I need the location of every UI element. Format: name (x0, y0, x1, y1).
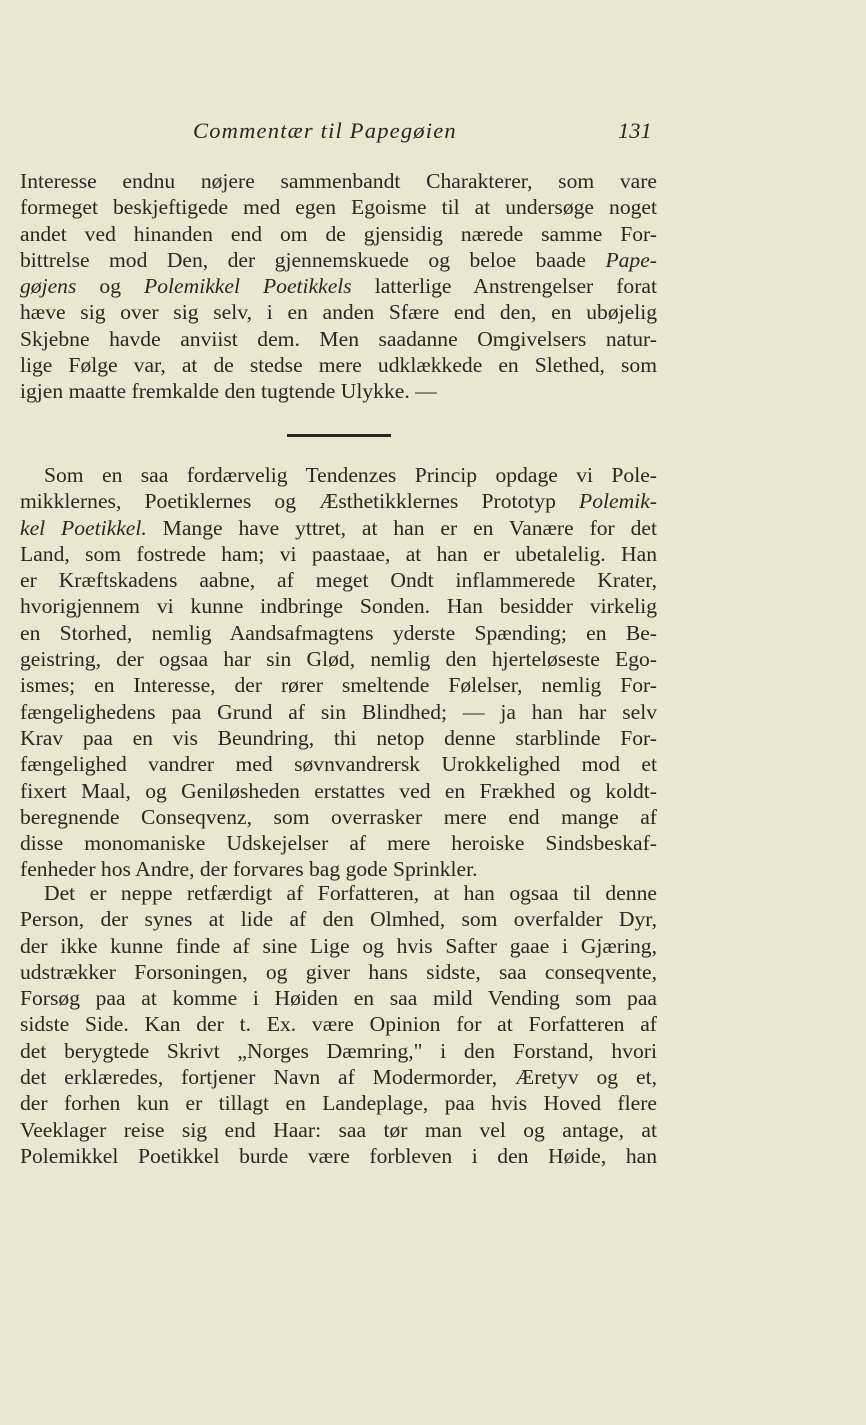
paragraph-1 (20, 168, 657, 405)
text-line: udstrækker Forsoningen, og giver hans sidste, saa conseqvente, (20, 959, 657, 984)
text-line: beregnende Conseqvenz, som overrasker mere end mange af (20, 804, 657, 829)
text-line: det erklæredes, fortjener Navn af Modermorder, Æretyv og et, (20, 1065, 657, 1090)
text-line: formeget beskjeftigede med egen Egoisme til at undersøge noget (20, 195, 657, 220)
text-line: der forhen kun er tillagt en Landeplage, paa hvis Hoved flere (20, 1091, 657, 1116)
running-title: Commentær til Papegøien (193, 118, 457, 143)
text-line: andet ved hinanden end om de gjensidig nærede samme For- (20, 221, 657, 246)
text-line: lige Følge var, at de stedse mere udklækkede en Slethed, som (20, 353, 657, 378)
page-number: 131 (618, 118, 652, 143)
text-line: hæve sig over sig selv, i en anden Sfære end den, en ubøjelig (20, 300, 657, 325)
text-line: der ikke kunne finde af sine Lige og hvis Safter gaae i Gjæring, (20, 933, 657, 958)
italic-term: Polemikkel Poetikkels (144, 274, 352, 299)
text-line: geistring, der ogsaa har sin Glød, nemlig den hjerteløseste Ego- (20, 647, 657, 672)
italic-term: Pape- (605, 247, 657, 272)
text-line: sidste Side. Kan der t. Ex. være Opinion for at Forfatteren af (20, 1012, 657, 1037)
text-line: Polemikkel Poetikkel burde være forbleven i den Høide, han (20, 1143, 657, 1168)
text-line: fængelighedens paa Grund af sin Blindhed; — ja han har selv (20, 699, 657, 724)
italic-term: kel Poetikkel. (20, 515, 147, 540)
text-line: mikklernes, Poetiklernes og Æsthetikklernes Prototyp Polemik- (20, 489, 657, 514)
text-line: Skjebne havde anviist dem. Men saadanne Omgivelsers natur- (20, 326, 657, 351)
text-line: fængelighed vandrer med søvnvandrersk Urokkelighed mod et (20, 752, 657, 777)
italic-term: gøjens (20, 274, 77, 299)
text-line: disse monomaniske Udskejelser af mere heroiske Sindsbeskaf- (20, 831, 657, 856)
text-line: Interesse endnu nøjere sammenbandt Charakterer, som vare (20, 169, 657, 193)
text-line: Det er neppe retfærdigt af Forfatteren, at han ogsaa til denne (44, 881, 657, 905)
text-line: bittrelse mod Den, der gjennemskuede og beloe baade Pape- (20, 247, 657, 272)
text-line: Veeklager reise sig end Haar: saa tør man vel og antage, at (20, 1117, 657, 1142)
text-line: hvorigjennem vi kunne indbringe Sonden. Han besidder virkelig (20, 594, 657, 619)
text-line: Krav paa en vis Beundring, thi netop denne starblinde For- (20, 725, 657, 750)
text-line: Som en saa fordærvelig Tendenzes Princip opdage vi Pole- (44, 463, 657, 487)
text-line: igjen maatte fremkalde den tugtende Ulykke. — (20, 379, 437, 404)
text-line: gøjens og Polemikkel Poetikkels latterlige Anstrengelser forat (20, 274, 657, 299)
text-line: kel Poetikkel. Mange have yttret, at han er en Vanære for det (20, 515, 657, 540)
italic-term: Polemik- (579, 489, 657, 514)
text-line: en Storhed, nemlig Aandsafmagtens yderste Spænding; en Be- (20, 620, 657, 645)
running-header (0, 116, 866, 146)
text-line: ismes; en Interesse, der rører smeltende Følelser, nemlig For- (20, 673, 657, 698)
text-line: Land, som fostrede ham; vi paastaae, at han er ubetalelig. Han (20, 541, 657, 566)
text-line: er Kræftskadens aabne, af meget Ondt inflammerede Krater, (20, 568, 657, 593)
text-line: fenheder hos Andre, der forvares bag gode Sprinkler. (20, 857, 478, 882)
text-line: Forsøg paa at komme i Høiden en saa mild Vending som paa (20, 986, 657, 1011)
text-line: det berygtede Skrivt „Norges Dæmring," i den Forstand, hvori (20, 1038, 657, 1063)
paragraph-3 (20, 880, 657, 1169)
text-line: Person, der synes at lide af den Olmhed, som overfalder Dyr, (20, 907, 657, 932)
text-line: fixert Maal, og Geniløsheden erstattes ved en Frækhed og koldt- (20, 778, 657, 803)
section-divider (287, 434, 391, 437)
paragraph-2 (20, 462, 657, 883)
